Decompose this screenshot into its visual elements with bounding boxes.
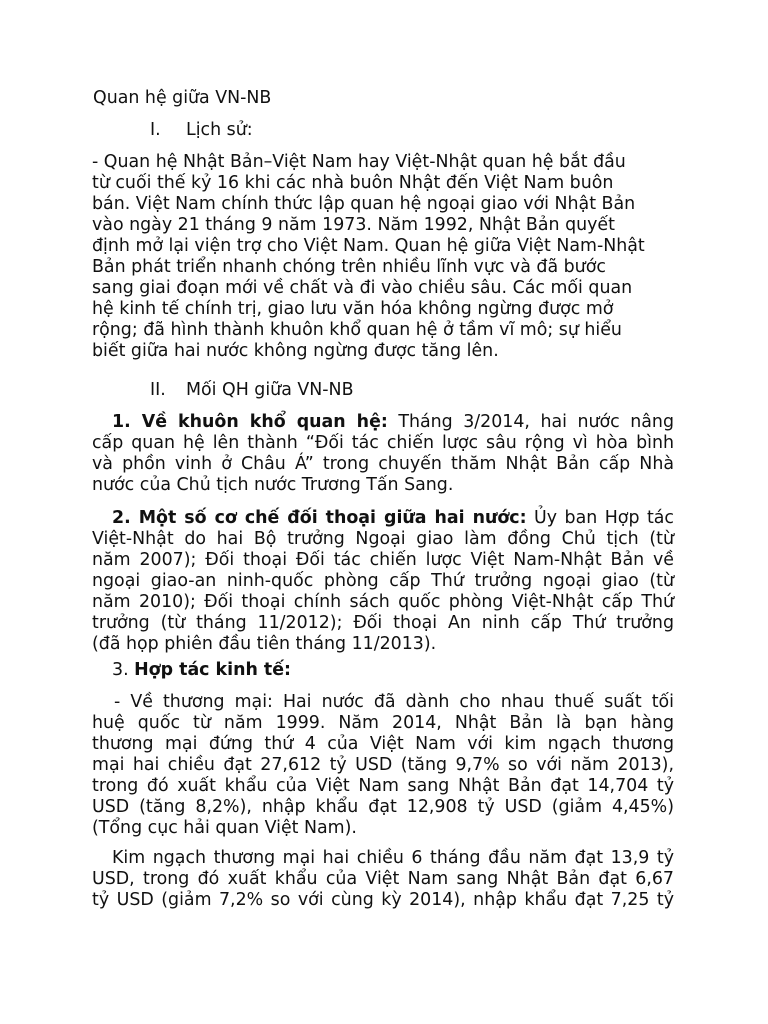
paragraph-line xyxy=(92,412,674,433)
paragraph-line xyxy=(92,508,674,529)
paragraph-line: Kim ngạch thương mại hai chiều 6 tháng đầu năm đạt 13,9 tỷ xyxy=(112,848,674,868)
section-label: Lịch sử: xyxy=(186,120,253,140)
paragraph-line: huệ quốc từ năm 1999. Năm 2014, Nhật Bản là bạn hàng xyxy=(92,713,674,733)
framework-heading: 1. Về khuôn khổ quan hệ: xyxy=(112,412,388,432)
paragraph-line: trong đó xuất khẩu của Việt Nam sang Nhật Bản đạt 14,704 tỷ xyxy=(92,776,674,796)
paragraph-line: rộng; đã hình thành khuôn khổ quan hệ ở tầm vĩ mô; sự hiểu xyxy=(92,320,622,340)
paragraph-line: bán. Việt Nam chính thức lập quan hệ ngoại giao với Nhật Bản xyxy=(92,194,636,214)
section-label: Mối QH giữa VN-NB xyxy=(186,380,354,400)
item-number: 3. xyxy=(112,660,129,680)
paragraph-line: và phồn vinh ở Châu Á” trong chuyến thăm Nhật Bản cấp Nhà xyxy=(92,454,674,474)
history-paragraph xyxy=(92,152,674,362)
paragraph-line: - Về thương mại: Hai nước đã dành cho nhau thuế suất tối xyxy=(114,692,674,712)
paragraph-line: năm 2007); Đối thoại Đối tác chiến lược Việt Nam-Nhật Bản về xyxy=(92,550,674,570)
paragraph-line: hệ kinh tế chính trị, giao lưu văn hóa không ngừng được mở xyxy=(92,299,614,319)
turnover-paragraph xyxy=(92,848,674,911)
paragraph-line: năm 2010); Đối thoại chính sách quốc phòng Việt-Nhật cấp Thứ xyxy=(92,592,674,612)
framework-first-text: Tháng 3/2014, hai nước nâng xyxy=(387,412,674,432)
document-title: Quan hệ giữa VN-NB xyxy=(93,88,272,108)
paragraph-line: (Tổng cục hải quan Việt Nam). xyxy=(92,818,357,838)
item-label: Hợp tác kinh tế: xyxy=(134,660,291,680)
paragraph-line: cấp quan hệ lên thành “Đối tác chiến lược sâu rộng vì hòa bình xyxy=(92,433,674,453)
paragraph-line: sang giai đoạn mới về chất và đi vào chiều sâu. Các mối quan xyxy=(92,278,633,298)
section-number: II. xyxy=(150,380,166,400)
paragraph-line: (đã họp phiên đầu tiên tháng 11/2013). xyxy=(92,634,437,654)
paragraph-line: thương mại đứng thứ 4 của Việt Nam với kim ngạch thương xyxy=(92,734,674,754)
paragraph-line: định mở lại viện trợ cho Việt Nam. Quan hệ giữa Việt Nam-Nhật xyxy=(92,236,645,256)
section-heading-relations xyxy=(150,380,354,401)
paragraph-line: vào ngày 21 tháng 9 năm 1973. Năm 1992, Nhật Bản quyết xyxy=(92,215,615,235)
dialogue-paragraph xyxy=(92,508,674,655)
dialogue-heading: 2. Một số cơ chế đối thoại giữa hai nước: xyxy=(112,508,527,528)
paragraph-line: từ cuối thế kỷ 16 khi các nhà buôn Nhật đến Việt Nam buôn xyxy=(92,173,614,193)
paragraph-line: nước của Chủ tịch nước Trương Tấn Sang. xyxy=(92,475,454,495)
paragraph-line: tỷ USD (giảm 7,2% so với cùng kỳ 2014), nhập khẩu đạt 7,25 tỷ xyxy=(92,890,674,910)
dialogue-first-text: Ủy ban Hợp tác xyxy=(526,508,674,528)
paragraph-line: USD (tăng 8,2%), nhập khẩu đạt 12,908 tỷ USD (giảm 4,45%) xyxy=(92,797,674,817)
section-heading-history xyxy=(150,120,253,141)
economic-cooperation-heading xyxy=(112,660,291,681)
paragraph-line: Bản phát triển nhanh chóng trên nhiều lĩnh vực và đã bước xyxy=(92,257,606,277)
paragraph-line: mại hai chiều đạt 27,612 tỷ USD (tăng 9,7% so với năm 2013), xyxy=(92,755,674,775)
paragraph-line: biết giữa hai nước không ngừng được tăng lên. xyxy=(92,341,499,361)
paragraph-line: ngoại giao-an ninh-quốc phòng cấp Thứ trưởng ngoại giao (từ xyxy=(92,571,674,591)
paragraph-line: - Quan hệ Nhật Bản–Việt Nam hay Việt-Nhật quan hệ bắt đầu xyxy=(92,152,626,172)
section-number: I. xyxy=(150,120,161,140)
framework-paragraph xyxy=(92,412,674,496)
paragraph-line: USD, trong đó xuất khẩu của Việt Nam sang Nhật Bản đạt 6,67 xyxy=(92,869,674,889)
paragraph-line: Việt-Nhật do hai Bộ trưởng Ngoại giao làm đồng Chủ tịch (từ xyxy=(92,529,674,549)
trade-paragraph xyxy=(92,692,674,839)
paragraph-line: trưởng (từ tháng 11/2012); Đối thoại An ninh cấp Thứ trưởng xyxy=(92,613,674,633)
